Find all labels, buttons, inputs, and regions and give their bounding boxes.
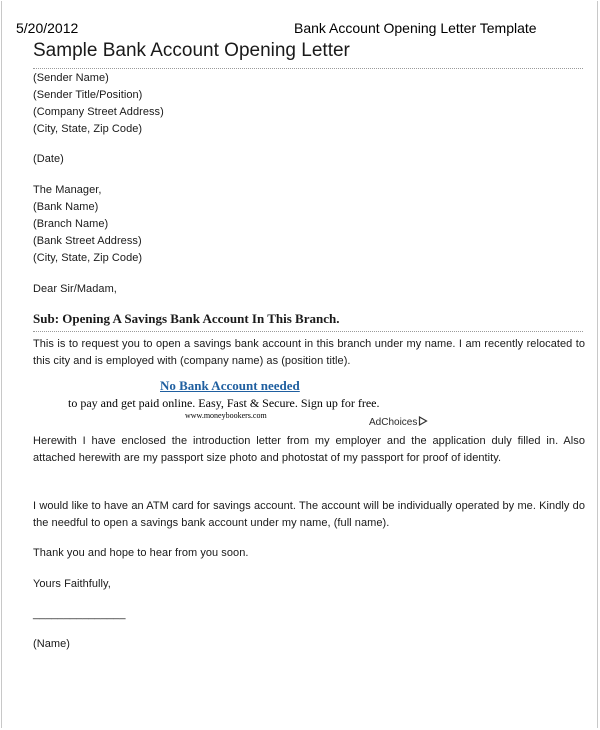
- advertisement[interactable]: [60, 378, 580, 428]
- subject-line: Sub: Opening A Savings Bank Account In This Branch.: [33, 311, 340, 326]
- sender-city: (City, State, Zip Code): [33, 123, 143, 135]
- ad-url[interactable]: www.moneybookers.com: [185, 411, 267, 420]
- recipient-branch-name: (Branch Name): [33, 218, 109, 230]
- recipient-bank-name: (Bank Name): [33, 201, 99, 213]
- ad-headline-link[interactable]: No Bank Account needed: [160, 378, 300, 393]
- salutation: Dear Sir/Madam,: [33, 283, 117, 295]
- name-placeholder: (Name): [33, 638, 70, 650]
- paragraph-enclosures: Herewith I have enclosed the introduction letter from my employer and the application duly filled in. Also attached herewith are my passport size photo and photostat of my passport for proof of identity.: [33, 435, 585, 464]
- recipient-city: (City, State, Zip Code): [33, 252, 143, 264]
- paragraph-request: This is to request you to open a savings bank account in this branch under my name. I am recently relocated to this city and is employed with (company name) as (position title).: [33, 338, 585, 367]
- sender-title: (Sender Title/Position): [33, 89, 143, 101]
- date-placeholder: (Date): [33, 153, 64, 165]
- subject-divider: [33, 331, 583, 332]
- thanks-line: Thank you and hope to hear from you soon.: [33, 547, 249, 559]
- ad-body-text: to pay and get paid online. Easy, Fast & Secure. Sign up for free.: [68, 396, 380, 410]
- signature-line: _______________: [33, 608, 126, 620]
- header-template-title: Bank Account Opening Letter Template: [294, 20, 537, 36]
- recipient-street: (Bank Street Address): [33, 235, 142, 247]
- title-divider: [33, 68, 583, 69]
- recipient-line-manager: The Manager,: [33, 184, 102, 196]
- closing-line: Yours Faithfully,: [33, 578, 111, 590]
- adchoices-label: AdChoices: [369, 417, 418, 428]
- document-title: Sample Bank Account Opening Letter: [33, 40, 350, 61]
- adchoices-link[interactable]: [369, 416, 428, 428]
- header-date: 5/20/2012: [16, 20, 79, 36]
- sender-name: (Sender Name): [33, 72, 109, 84]
- adchoices-triangle-icon: [418, 416, 428, 426]
- sender-street: (Company Street Address): [33, 106, 164, 118]
- paragraph-atm: I would like to have an ATM card for savings account. The account will be individually operated by me. Kindly do the needful to open a savings bank account under my name, (full name).: [33, 500, 585, 529]
